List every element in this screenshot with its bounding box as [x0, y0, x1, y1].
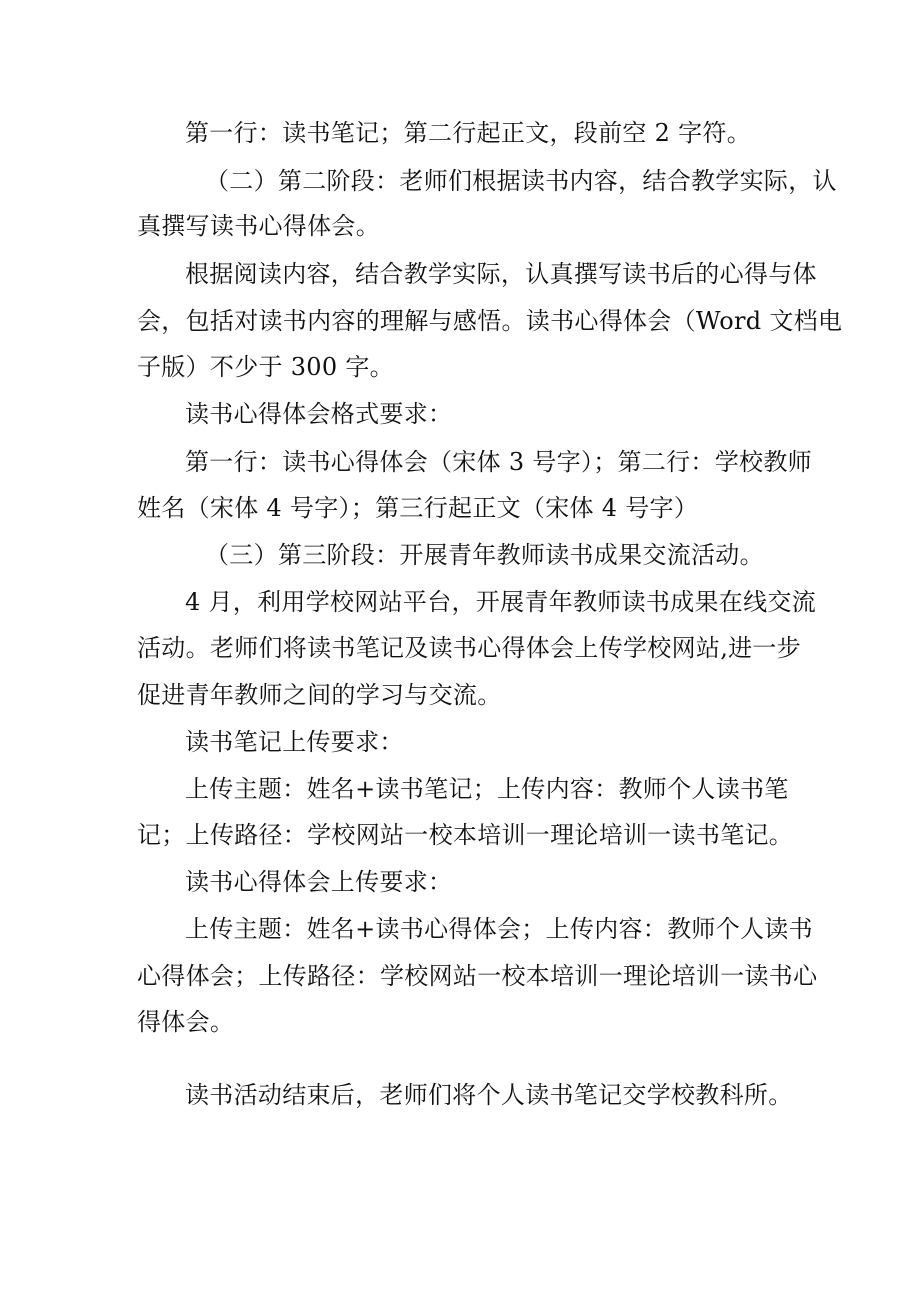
- text-line-stage-three-heading: （三）第三阶段：开展青年教师读书成果交流活动。: [205, 541, 764, 569]
- text-line-reflection-format-1: 第一行：读书心得体会（宋体 3 号字）；第二行：学校教师: [185, 448, 812, 476]
- text-line-reflection-upload-2: 心得体会；上传路径：学校网站一校本培训一理论培训一读书心: [137, 962, 818, 990]
- text-line-exchange-paragraph-2: 活动。老师们将读书笔记及读书心得体会上传学校网站,进一步: [137, 634, 802, 662]
- text-line-exchange-paragraph-1: 4 月，利用学校网站平台，开展青年教师读书成果在线交流: [185, 588, 816, 616]
- text-line-notes-upload-heading: 读书笔记上传要求：: [185, 728, 404, 756]
- text-line-reflection-upload-1: 上传主题：姓名+读书心得体会；上传内容：教师个人读书: [185, 915, 813, 943]
- text-line-reflection-paragraph-1: 根据阅读内容，结合教学实际，认真撰写读书后的心得与体: [185, 260, 817, 288]
- text-line-notes-upload-2: 记；上传路径：学校网站一校本培训一理论培训一读书笔记。: [137, 821, 794, 849]
- text-line-stage-two-heading: （二）第二阶段：老师们根据读书内容，结合教学实际，认: [205, 167, 837, 195]
- text-line-reflection-paragraph-2: 会，包括对读书内容的理解与感悟。读书心得体会（Word 文档电: [137, 307, 843, 335]
- text-line-notes-upload-1: 上传主题：姓名+读书笔记；上传内容：教师个人读书笔: [185, 775, 789, 803]
- text-line-stage-two-heading-cont: 真撰写读书心得体会。: [137, 212, 380, 240]
- text-line-reflection-paragraph-3: 子版）不少于 300 字。: [137, 353, 394, 381]
- text-line-reflection-format-heading: 读书心得体会格式要求：: [185, 400, 453, 428]
- text-line-reflection-format-2: 姓名（宋体 4 号字）；第三行起正文（宋体 4 号字）: [137, 494, 699, 522]
- text-line-reflection-upload-heading: 读书心得体会上传要求：: [185, 868, 453, 896]
- text-line-exchange-paragraph-3: 促进青年教师之间的学习与交流。: [137, 681, 502, 709]
- text-line-format-reading-notes: 第一行：读书笔记；第二行起正文，段前空 2 字符。: [185, 119, 752, 147]
- text-line-closing: 读书活动结束后，老师们将个人读书笔记交学校教科所。: [185, 1081, 793, 1109]
- text-line-reflection-upload-3: 得体会。: [137, 1008, 235, 1036]
